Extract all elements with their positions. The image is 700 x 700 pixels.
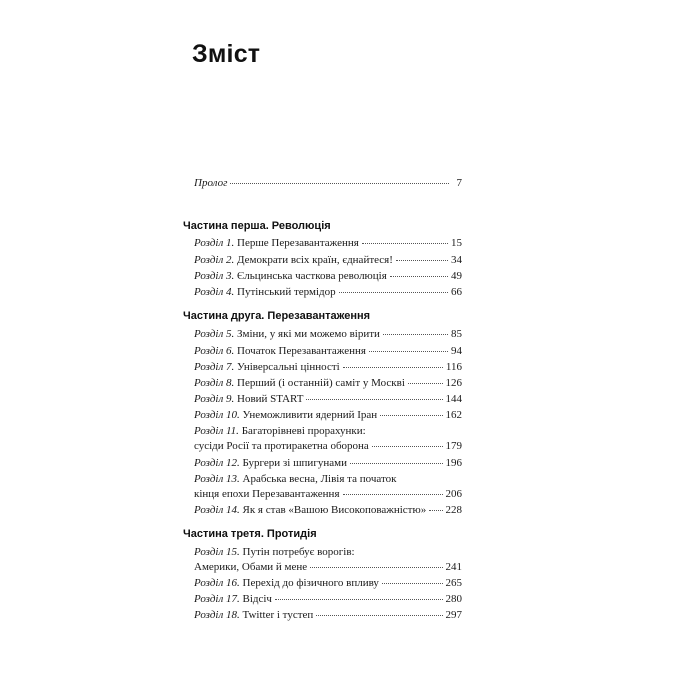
chapter-title: Путін потребує ворогів:: [242, 546, 355, 558]
dot-leader: [396, 260, 448, 261]
dot-leader: [372, 446, 443, 447]
toc-entry[interactable]: [194, 561, 462, 574]
chapter-title: Зміни, у які ми можемо вірити: [237, 328, 380, 340]
page-number: 179: [445, 440, 462, 452]
chapter-title: Арабська весна, Лівія та початок: [242, 473, 397, 485]
chapter-label: Розділ 18.: [194, 609, 240, 621]
dot-leader: [343, 367, 443, 368]
chapter-title-continued: кінця епохи Перезавантаження: [194, 488, 340, 500]
toc-entry[interactable]: [194, 377, 462, 390]
page-number: 265: [445, 577, 462, 589]
page-number: 228: [445, 504, 462, 516]
chapter-title: Бургери зі шпигунами: [242, 457, 347, 469]
toc-entry[interactable]: [194, 345, 462, 358]
chapter-title: Як я став «Вашою Високоповажністю»: [242, 504, 427, 516]
chapter-title-continued: Америки, Обами й мене: [194, 561, 308, 573]
toc-entry[interactable]: [194, 440, 462, 453]
chapter-label: Розділ 17.: [194, 593, 240, 605]
chapter-title: Багаторівневі прорахунки:: [241, 425, 366, 437]
toc-entry[interactable]: [194, 328, 462, 341]
dot-leader: [408, 383, 443, 384]
chapter-label: Розділ 3.: [194, 270, 235, 282]
page-number: 196: [445, 457, 462, 469]
chapter-title: Путінський термідор: [237, 286, 336, 298]
page-number: 241: [445, 561, 462, 573]
toc-entry[interactable]: [194, 286, 462, 299]
toc-entry[interactable]: [194, 504, 462, 517]
page-number: 144: [445, 393, 462, 405]
toc-entry-first-line[interactable]: [194, 546, 355, 559]
toc-entry[interactable]: [194, 361, 462, 374]
dot-leader: [310, 567, 442, 568]
toc-entry[interactable]: [194, 270, 462, 283]
chapter-label: Розділ 4.: [194, 286, 235, 298]
chapter-title: Єльцинська часткова революція: [237, 270, 387, 282]
page-number: 85: [451, 328, 462, 340]
chapter-label: Розділ 6.: [194, 345, 235, 357]
chapter-label: Розділ 7.: [194, 361, 235, 373]
chapter-label: Розділ 1.: [194, 237, 235, 249]
dot-leader: [339, 292, 448, 293]
page-number: 280: [445, 593, 462, 605]
chapter-label: Розділ 2.: [194, 254, 235, 266]
toc-entry-first-line[interactable]: [194, 473, 396, 486]
chapter-label: Розділ 12.: [194, 457, 240, 469]
chapter-label: Розділ 15.: [194, 546, 240, 558]
page-number: 66: [451, 286, 462, 298]
dot-leader: [306, 399, 442, 400]
toc-entry[interactable]: [194, 254, 462, 267]
entry-label: Пролог: [194, 177, 228, 189]
chapter-title: Унеможливити ядерний Іран: [242, 409, 378, 421]
page-number: 7: [456, 177, 462, 189]
chapter-label: Розділ 13.: [194, 473, 240, 485]
dot-leader: [316, 615, 442, 616]
chapter-label: Розділ 5.: [194, 328, 235, 340]
page-number: 116: [445, 361, 462, 373]
dot-leader: [382, 583, 443, 584]
chapter-label: Розділ 11.: [194, 425, 239, 437]
dot-leader: [380, 415, 442, 416]
chapter-title: Twitter і тустеп: [242, 609, 314, 621]
part-heading: Частина друга. Перезавантаження: [183, 310, 371, 322]
page-number: 206: [445, 488, 462, 500]
part-heading: Частина третя. Протидія: [183, 528, 317, 540]
toc-entry[interactable]: [194, 237, 462, 250]
dot-leader: [429, 510, 442, 511]
chapter-title: Перше Перезавантаження: [237, 237, 359, 249]
dot-leader: [390, 276, 448, 277]
page-number: 94: [451, 345, 462, 357]
dot-leader: [383, 334, 448, 335]
dot-leader: [350, 463, 443, 464]
toc-entry-first-line[interactable]: [194, 425, 366, 438]
dot-leader: [275, 599, 443, 600]
chapter-label: Розділ 8.: [194, 377, 235, 389]
chapter-label: Розділ 10.: [194, 409, 240, 421]
toc-entry[interactable]: [194, 577, 462, 590]
page-number: 34: [451, 254, 462, 266]
page-number: 162: [445, 409, 462, 421]
toc-entry[interactable]: [194, 457, 462, 470]
chapter-label: Розділ 16.: [194, 577, 240, 589]
chapter-label: Розділ 14.: [194, 504, 240, 516]
dot-leader: [230, 183, 449, 184]
toc-entry-prologue[interactable]: [194, 177, 462, 190]
chapter-title: Демократи всіх країн, єднайтеся!: [237, 254, 393, 266]
page-title: Зміст: [192, 40, 261, 68]
page-number: 297: [445, 609, 462, 621]
chapter-title: Початок Перезавантаження: [237, 345, 366, 357]
toc-entry[interactable]: [194, 593, 462, 606]
page-number: 15: [451, 237, 462, 249]
chapter-title: Новий START: [237, 393, 304, 405]
toc-entry[interactable]: [194, 409, 462, 422]
chapter-title: Відсіч: [242, 593, 272, 605]
chapter-title: Перший (і останній) саміт у Москві: [237, 377, 405, 389]
dot-leader: [343, 494, 443, 495]
dot-leader: [362, 243, 448, 244]
page-number: 126: [445, 377, 462, 389]
chapter-title: Перехід до фізичного впливу: [242, 577, 379, 589]
dot-leader: [369, 351, 448, 352]
part-heading: Частина перша. Революція: [183, 220, 331, 232]
toc-entry[interactable]: [194, 393, 462, 406]
chapter-title: Універсальні цінності: [237, 361, 340, 373]
chapter-label: Розділ 9.: [194, 393, 235, 405]
toc-entry[interactable]: [194, 488, 462, 501]
page-number: 49: [451, 270, 462, 282]
toc-entry[interactable]: [194, 609, 462, 622]
chapter-title-continued: сусіди Росії та протиракетна оборона: [194, 440, 369, 452]
